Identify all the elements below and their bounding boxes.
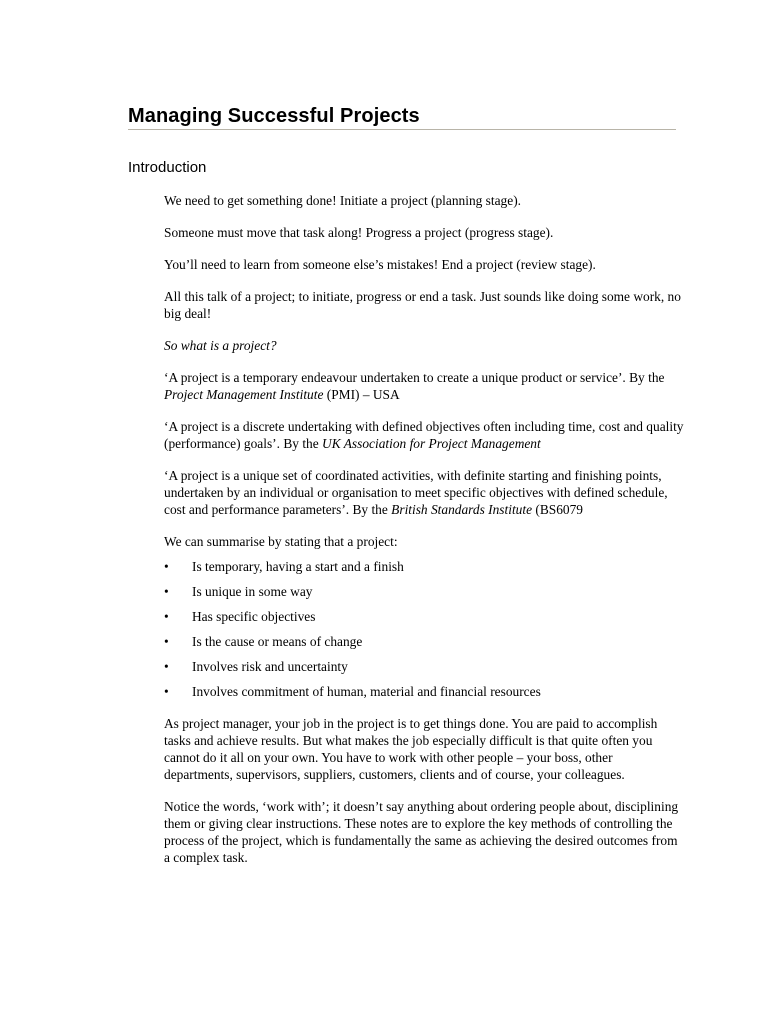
body-text bbox=[164, 192, 684, 881]
list-item bbox=[164, 583, 684, 600]
list-item bbox=[164, 683, 684, 700]
definition-apm-source: UK Association for Project Management bbox=[322, 436, 541, 451]
list-item bbox=[164, 558, 684, 575]
definition-apm bbox=[164, 418, 684, 452]
bullet-icon: • bbox=[164, 584, 169, 599]
bullet-icon: • bbox=[164, 634, 169, 649]
list-item-text: Involves commitment of human, material and financial resources bbox=[192, 684, 541, 699]
list-item-text: Has specific objectives bbox=[192, 609, 316, 624]
summary-list bbox=[164, 558, 684, 700]
list-item bbox=[164, 608, 684, 625]
definition-bsi-text: ‘A project is a unique set of coordinated activities, with definite starting and finishing points, undertaken by an individual or organisation to meet specific objectives with defined schedule, cost and performance parameters’. By the bbox=[164, 468, 668, 517]
bullet-icon: • bbox=[164, 559, 169, 574]
list-item-text: Is unique in some way bbox=[192, 584, 313, 599]
list-item-text: Is the cause or means of change bbox=[192, 634, 363, 649]
bullet-icon: • bbox=[164, 659, 169, 674]
list-item-text: Is temporary, having a start and a finish bbox=[192, 559, 404, 574]
list-item bbox=[164, 633, 684, 650]
definition-pmi-source: Project Management Institute bbox=[164, 387, 324, 402]
summary-intro: We can summarise by stating that a project: bbox=[164, 534, 398, 549]
paragraph-notice: Notice the words, ‘work with’; it doesn’t say anything about ordering people about, disciplining them or giving clear instructions. These notes are to explore the key methods of controlling the process of the project, which is fundamentally the same as achieving the desired outcomes from a complex task. bbox=[164, 799, 679, 865]
title-divider bbox=[128, 129, 676, 130]
bullet-icon: • bbox=[164, 609, 169, 624]
paragraph-project-manager: As project manager, your job in the project is to get things done. You are paid to accomplish tasks and achieve results. But what makes the job especially difficult is that quite often you cannot do it all on your own. You have to work with other people – your boss, other departments, supervisors, suppliers, customers, clients and of course, your colleagues. bbox=[164, 716, 658, 782]
definition-pmi bbox=[164, 369, 684, 403]
bullet-icon: • bbox=[164, 684, 169, 699]
paragraph-talk: All this talk of a project; to initiate, progress or end a task. Just sounds like doing some work, no big deal! bbox=[164, 289, 681, 321]
paragraph-question bbox=[164, 337, 684, 354]
list-item bbox=[164, 658, 684, 675]
definition-apm-text: ‘A project is a discrete undertaking with defined objectives often including time, cost and quality (performance) goals’. By the bbox=[164, 419, 684, 451]
section-heading: Introduction bbox=[128, 159, 207, 176]
paragraph-end: You’ll need to learn from someone else’s mistakes! End a project (review stage). bbox=[164, 257, 596, 272]
list-item-text: Involves risk and uncertainty bbox=[192, 659, 348, 674]
definition-bsi-source: British Standards Institute bbox=[391, 502, 533, 517]
question-text: So what is a project? bbox=[164, 338, 277, 353]
definition-pmi-tail: (PMI) – USA bbox=[323, 387, 400, 402]
definition-bsi bbox=[164, 467, 684, 518]
paragraph-progress: Someone must move that task along! Progress a project (progress stage). bbox=[164, 225, 554, 240]
definition-bsi-tail: (BS6079 bbox=[532, 502, 583, 517]
page-title: Managing Successful Projects bbox=[128, 105, 420, 127]
definition-pmi-text: ‘A project is a temporary endeavour undertaken to create a unique product or service’. By the bbox=[164, 370, 665, 385]
paragraph-initiate: We need to get something done! Initiate a project (planning stage). bbox=[164, 193, 522, 208]
